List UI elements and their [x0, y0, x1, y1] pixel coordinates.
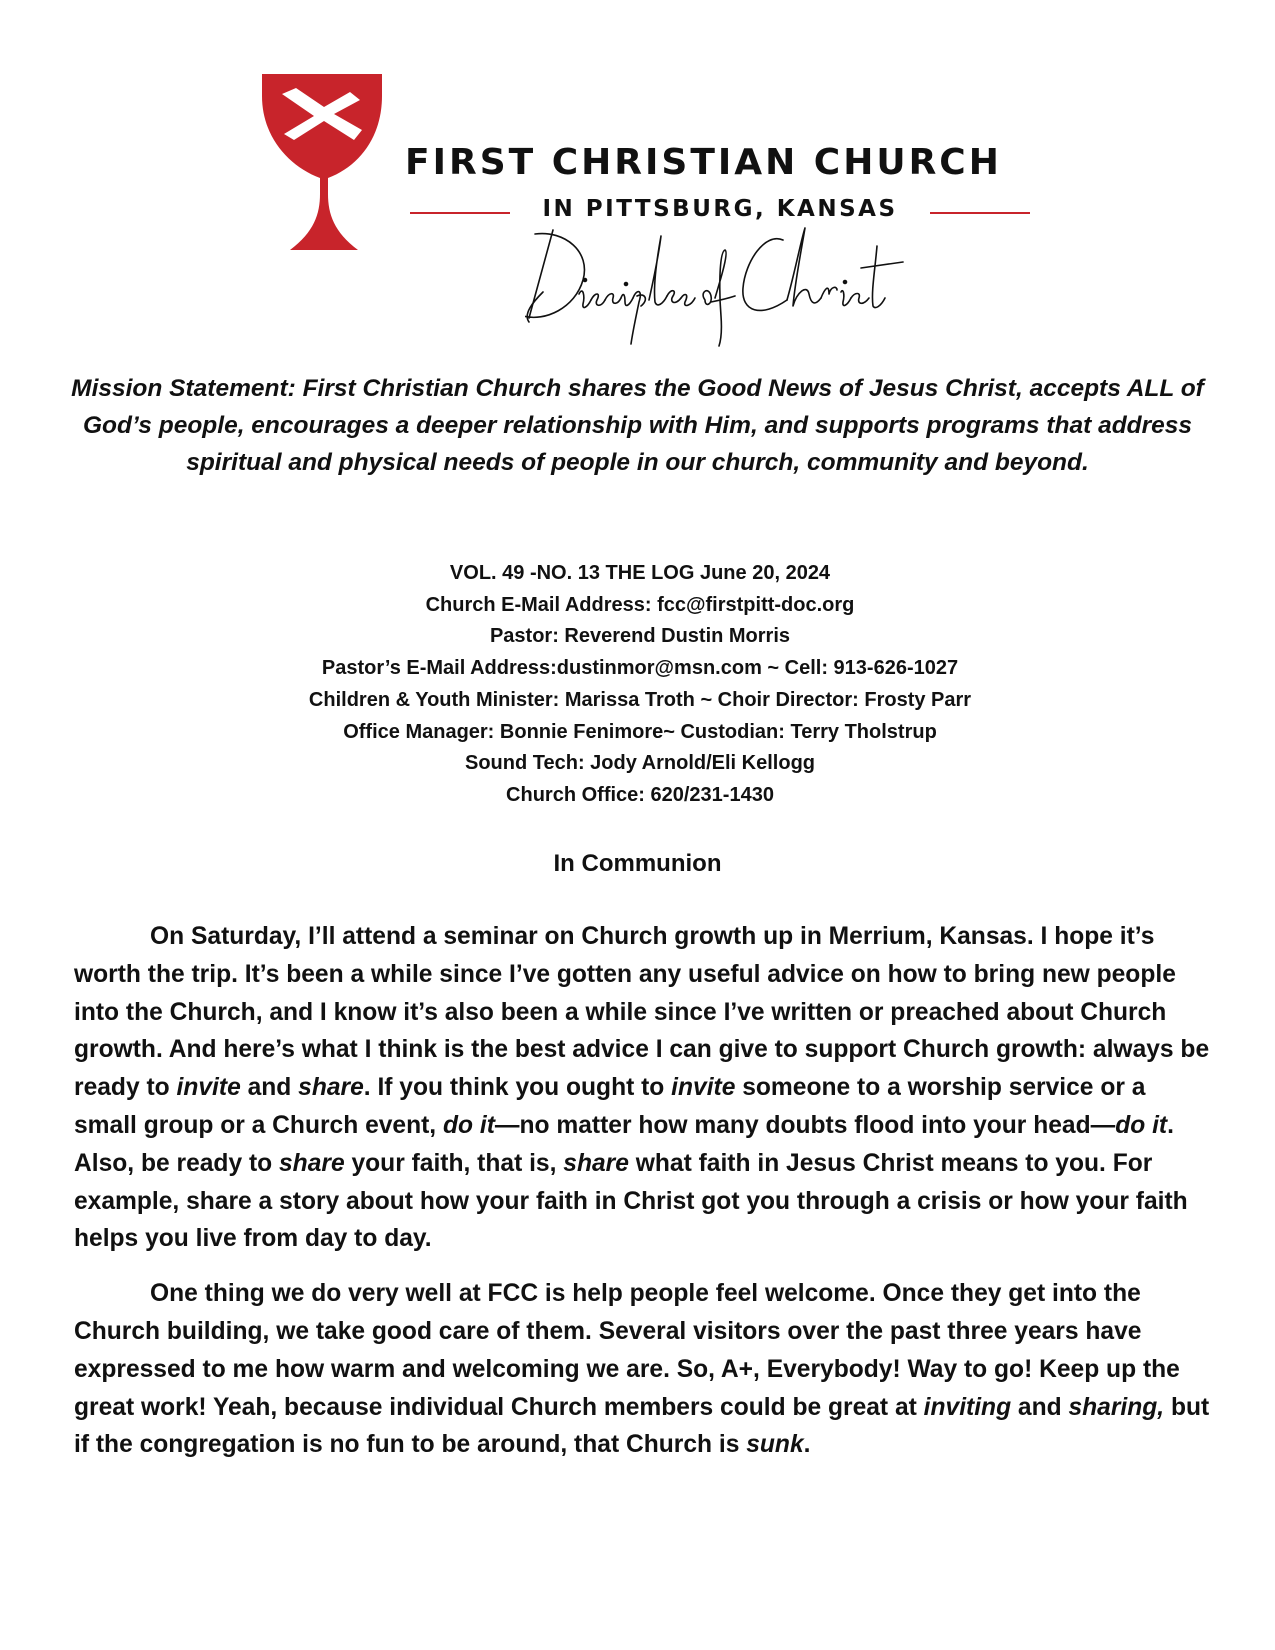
article-paragraph-1	[74, 918, 1214, 1258]
masthead-info	[160, 558, 1120, 812]
right-accent-rule	[930, 212, 1030, 214]
org-name: FIRST CHRISTIAN CHURCH	[405, 142, 1002, 183]
disciples-of-christ-script-logo	[525, 222, 925, 352]
ministers-line: Children & Youth Minister: Marissa Troth ~ Choir Director: Frosty Parr	[308, 688, 972, 711]
text-run: someone to a worship service or a small group or a Church event,	[74, 1074, 1146, 1139]
article-body	[74, 918, 1214, 1481]
sound-tech-line: Sound Tech: Jody Arnold/Eli Kellogg	[465, 752, 815, 775]
left-accent-rule	[410, 212, 510, 214]
church-office-line: Church Office: 620/231-1430	[506, 783, 774, 806]
text-run: what faith in Jesus Christ means to you. For example, share a story about how your faith in Christ got you through a crisis or how your faith helps you live from day to day.	[74, 1149, 1188, 1253]
church-email-line: Church E-Mail Address: fcc@firstpitt-doc.org	[425, 593, 855, 616]
text-run: and	[1011, 1393, 1069, 1421]
text-run: —no matter how many doubts flood into your head—	[494, 1111, 1116, 1139]
text-run: On Saturday, I’ll attend a seminar on Church growth up in Merrium, Kansas. I hope it’s worth the trip. It’s been a while since I’ve gotten any useful advice on how to bring new people into the Church, and I know it’s also been a while since I’ve written or preached about Church growth. And here’s what I think is the best advice I can give to support Church growth: always be ready to	[74, 923, 1210, 1102]
text-run: but if the congregation is no fun to be around, that Church is	[74, 1393, 1210, 1459]
emphasis-inviting: inviting	[923, 1393, 1012, 1421]
emphasis-share: share	[563, 1149, 629, 1177]
text-run: and	[240, 1074, 299, 1102]
text-run: .	[803, 1431, 811, 1459]
text-run: . If you think you ought to	[363, 1074, 672, 1102]
emphasis-sharing: sharing,	[1068, 1393, 1165, 1421]
article-title: In Communion	[553, 850, 722, 877]
emphasis-invite: invite	[671, 1074, 736, 1102]
emphasis-share: share	[298, 1074, 364, 1102]
text-run: . Also, be ready to	[74, 1111, 1174, 1177]
emphasis-invite: invite	[176, 1074, 241, 1102]
emphasis-do-it: do it	[442, 1111, 495, 1139]
text-run: One thing we do very well at FCC is help people feel welcome. Once they get into the Church building, we take good care of them. Several visitors over the past three years have expressed to me how warm and welcoming we are. So, A+, Everybody! Way to go! Keep up the great work! Yeah, because individual Church members could be great at	[74, 1280, 1180, 1421]
pastor-contact-line: Pastor’s E-Mail Address:dustinmor@msn.com ~ Cell: 913-626-1027	[321, 657, 959, 680]
emphasis-do-it: do it	[1115, 1111, 1168, 1139]
emphasis-share: share	[279, 1149, 345, 1177]
text-run: your faith, that is,	[344, 1149, 564, 1177]
emphasis-sunk: sunk	[746, 1431, 804, 1459]
pastor-line: Pastor: Reverend Dustin Morris	[489, 625, 791, 648]
issue-line: VOL. 49 -NO. 13 THE LOG June 20, 2024	[449, 562, 831, 584]
org-location: IN PITTSBURG, KANSAS	[542, 196, 898, 222]
staff-line: Office Manager: Bonnie Fenimore~ Custodian: Terry Tholstrup	[343, 720, 937, 743]
chalice-logo-icon	[262, 74, 392, 264]
mission-statement: Mission Statement: First Christian Church shares the Good News of Jesus Christ, accepts ALL of God’s people, encourages a deeper relationship with Him, and supports programs that address spiritual and physical needs of people in our church, community and beyond.	[71, 375, 1204, 476]
article-paragraph-2	[74, 1275, 1214, 1464]
